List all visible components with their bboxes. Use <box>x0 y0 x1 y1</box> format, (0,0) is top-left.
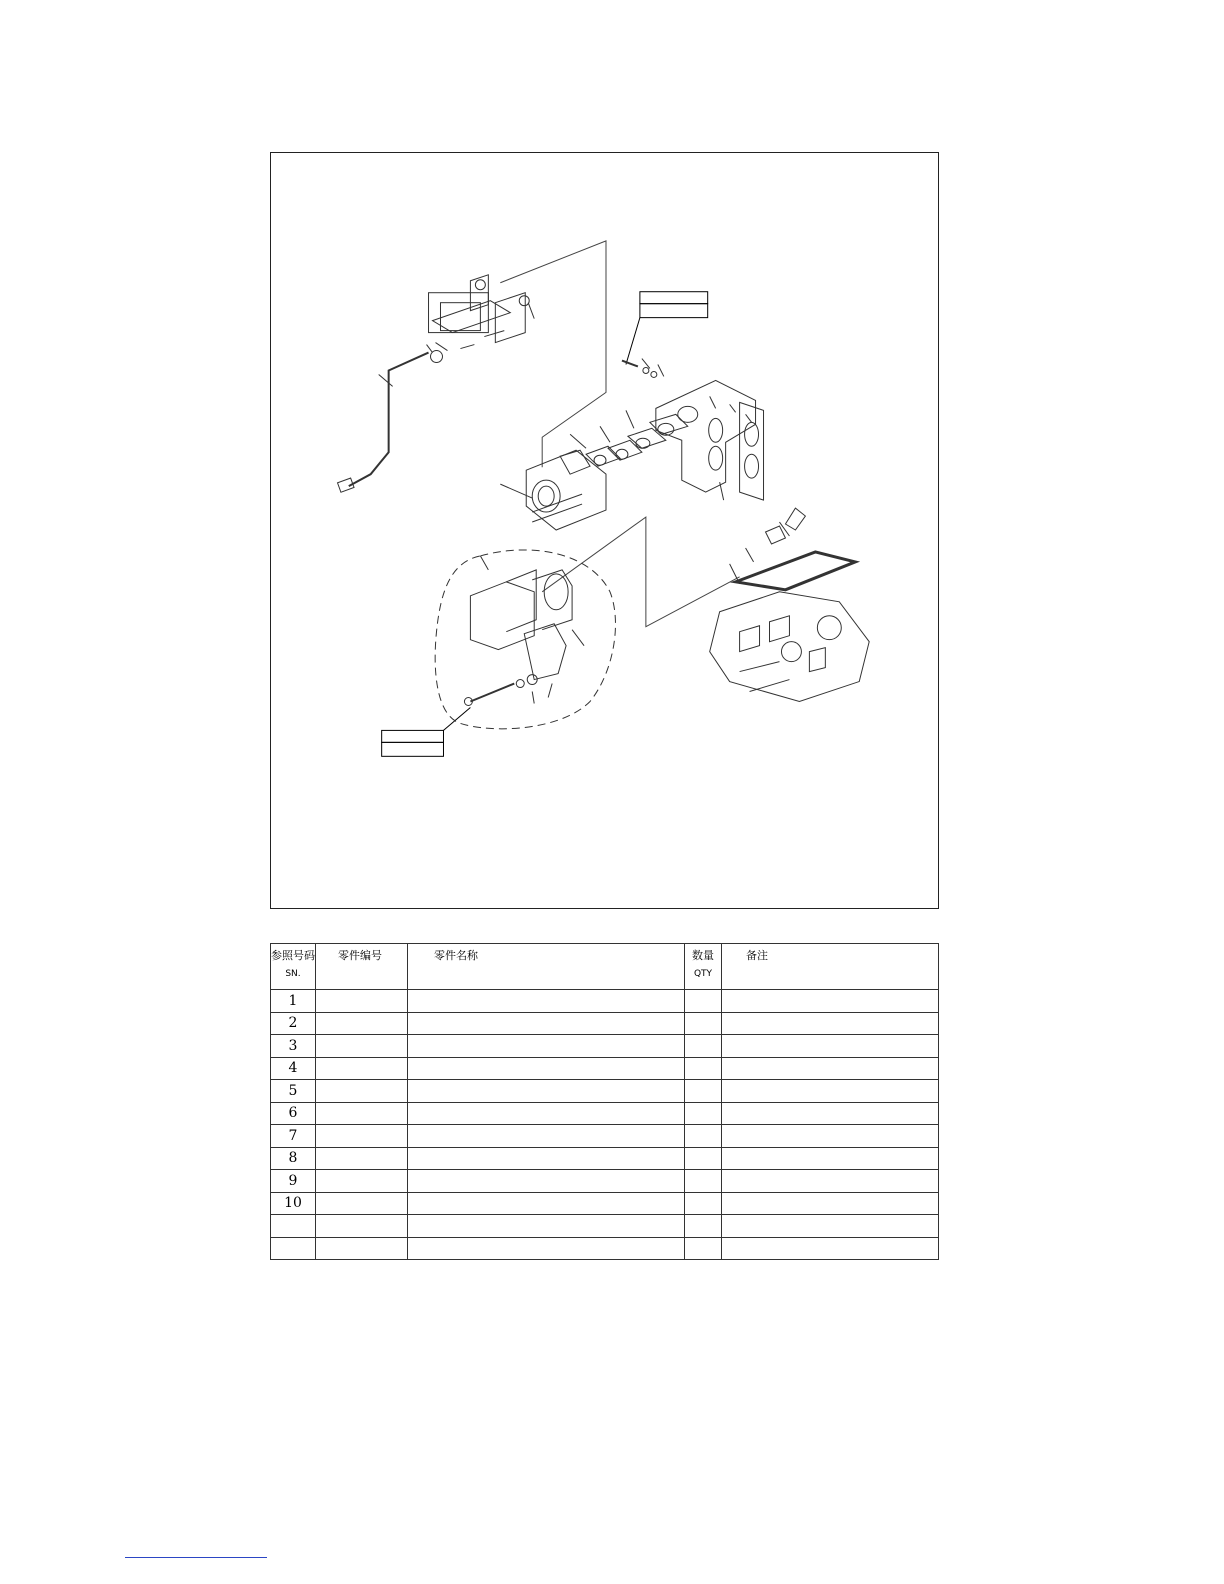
row-qty <box>685 1102 722 1125</box>
row-part-name <box>408 1057 685 1080</box>
callout-box-upper <box>626 292 708 365</box>
header-sn-cn: 参照号码 <box>271 949 315 962</box>
row-part-no <box>316 1170 408 1193</box>
row-part-no <box>316 1035 408 1058</box>
parts-list-table <box>270 943 939 1260</box>
row-remark <box>722 1080 939 1103</box>
row-qty <box>685 1215 722 1238</box>
header-part-no <box>316 944 408 990</box>
upper-engine-block <box>427 275 535 363</box>
row-part-no <box>316 1147 408 1170</box>
guide-lines <box>500 241 739 627</box>
table-row <box>271 1102 939 1125</box>
row-sn: 10 <box>271 1192 316 1215</box>
row-qty <box>685 1125 722 1148</box>
row-qty <box>685 1035 722 1058</box>
carburetor <box>500 450 606 530</box>
upper-fasteners <box>622 359 664 378</box>
row-sn <box>271 1215 316 1238</box>
row-remark <box>722 1057 939 1080</box>
lower-engine-block <box>710 508 870 701</box>
row-remark <box>722 990 939 1013</box>
row-sn: 6 <box>271 1102 316 1125</box>
row-qty <box>685 1012 722 1035</box>
row-qty <box>685 1237 722 1260</box>
row-remark <box>722 1215 939 1238</box>
row-remark <box>722 1035 939 1058</box>
row-part-name <box>408 990 685 1013</box>
intake-manifold <box>656 380 764 500</box>
row-part-no <box>316 1192 408 1215</box>
row-qty <box>685 1080 722 1103</box>
table-row <box>271 1192 939 1215</box>
table-row <box>271 1215 939 1238</box>
row-sn: 2 <box>271 1012 316 1035</box>
row-qty <box>685 1147 722 1170</box>
header-part-name <box>408 944 685 990</box>
row-part-name <box>408 1102 685 1125</box>
row-part-name <box>408 1170 685 1193</box>
row-remark <box>722 1192 939 1215</box>
table-header-row <box>271 944 939 990</box>
header-remark <box>722 944 939 990</box>
callout-box-lower <box>382 707 471 756</box>
row-part-no <box>316 1215 408 1238</box>
row-sn: 1 <box>271 990 316 1013</box>
row-qty <box>685 1057 722 1080</box>
footnote-rule <box>125 1557 267 1558</box>
row-sn: 5 <box>271 1080 316 1103</box>
row-sn: 4 <box>271 1057 316 1080</box>
row-remark <box>722 1147 939 1170</box>
table-row <box>271 1170 939 1193</box>
header-sn <box>271 944 316 990</box>
row-part-no <box>316 1237 408 1260</box>
row-part-no <box>316 1080 408 1103</box>
row-remark <box>722 1125 939 1148</box>
row-part-name <box>408 1147 685 1170</box>
header-qty <box>685 944 722 990</box>
row-remark <box>722 1170 939 1193</box>
row-part-name <box>408 1215 685 1238</box>
exploded-parts-diagram <box>270 152 939 909</box>
row-sn: 8 <box>271 1147 316 1170</box>
row-part-no <box>316 1125 408 1148</box>
table-row <box>271 1012 939 1035</box>
header-part-name-cn: 零件名称 <box>434 949 478 962</box>
header-qty-en: QTY <box>693 969 713 979</box>
row-remark <box>722 1237 939 1260</box>
table-row <box>271 1057 939 1080</box>
row-part-name <box>408 1125 685 1148</box>
row-sn: 3 <box>271 1035 316 1058</box>
header-remark-cn: 备注 <box>746 949 768 962</box>
control-rod <box>338 353 429 493</box>
header-part-no-cn: 零件编号 <box>338 949 382 962</box>
row-remark <box>722 1012 939 1035</box>
row-part-name <box>408 1035 685 1058</box>
table-row <box>271 1080 939 1103</box>
header-qty-cn: 数量 <box>692 949 714 962</box>
table-row <box>271 990 939 1013</box>
row-remark <box>722 1102 939 1125</box>
row-sn: 9 <box>271 1170 316 1193</box>
row-qty <box>685 1192 722 1215</box>
row-part-no <box>316 990 408 1013</box>
gasket-stack <box>570 410 688 466</box>
row-part-no <box>316 1057 408 1080</box>
table-row <box>271 1125 939 1148</box>
row-part-name <box>408 1080 685 1103</box>
diagram-drawing <box>271 153 938 908</box>
table-row <box>271 1035 939 1058</box>
table-row <box>271 1147 939 1170</box>
row-sn <box>271 1237 316 1260</box>
row-part-name <box>408 1192 685 1215</box>
row-part-name <box>408 1237 685 1260</box>
header-sn-en: SN. <box>285 969 301 979</box>
row-sn: 7 <box>271 1125 316 1148</box>
row-part-no <box>316 1102 408 1125</box>
row-qty <box>685 1170 722 1193</box>
row-part-name <box>408 1012 685 1035</box>
table-row <box>271 1237 939 1260</box>
row-part-no <box>316 1012 408 1035</box>
row-qty <box>685 990 722 1013</box>
air-filter-group <box>435 550 615 729</box>
